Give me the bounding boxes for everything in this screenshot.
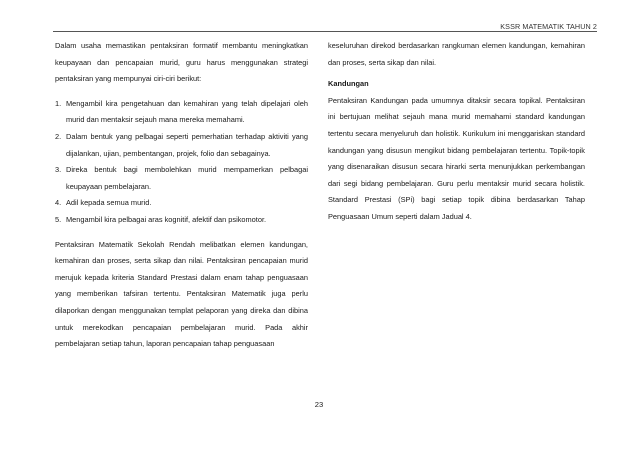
list-item-text: Adil kepada semua murid. [66,198,152,208]
criteria-list [55,96,308,229]
right-column [328,38,585,226]
list-item-number: 5. [55,214,62,224]
list-item [55,96,308,129]
left-column [55,38,308,353]
closing-paragraph: Pentaksiran Matematik Sekolah Rendah melibatkan elemen kandungan, kemahiran dan proses, serta sikap dan nilai. Pentaksiran pencapaian murid merujuk kepada kriteria Standard Prestasi dalam enam tahap penguasaan yang memberikan tafsiran tertentu. Pentaksiran Matematik juga perlu dilaporkan dengan menggunakan templat pelaporan yang direka dan dibina untuk merekodkan pencapaian pembelajaran murid. Pada akhir pembelajaran setiap tahun, laporan pencapaian tahap penguasaan [55,239,308,349]
list-item-text: Mengambil kira pelbagai aras kognitif, afektif dan psikomotor. [66,214,267,224]
list-item-number: 1. [55,98,62,108]
list-item [55,212,308,229]
page-number: 23 [314,400,324,409]
list-item-text: Dalam bentuk yang pelbagai seperti pemerhatian terhadap aktiviti yang dijalankan, ujian, pembentangan, projek, folio dan sebagainya. [66,131,308,158]
list-item [55,129,308,162]
list-item-text: Mengambil kira pengetahuan dan kemahiran yang telah dipelajari oleh murid dan mentaksir sejauh mana mereka memahami. [66,98,308,125]
list-item-number: 3. [55,165,62,175]
list-item [55,162,308,195]
header-divider [53,31,597,32]
list-item [55,195,308,212]
list-item-number: 2. [55,131,62,141]
section-body: Pentaksiran Kandungan pada umumnya ditaksir secara topikal. Pentaksiran ini bertujuan melihat sejauh mana murid memahami standard kandungan tertentu secara menyeluruh dan holistik. Kurikulum ini menggariskan standard kandungan yang disusun mengikut bidang pembelajaran tertentu. Topik-topik yang disenaraikan disusun secara hirarki serta menunjukkan perkembangan dari segi bidang pembelajaran. Guru perlu mentaksir murid secara holistik. Standard Prestasi (SPi) bagi setiap topik dibina berdasarkan Tahap Penguasaan Umum seperti dalam Jadual 4. [328,95,585,221]
intro-paragraph: Dalam usaha memastikan pentaksiran formatif membantu meningkatkan keupayaan dan pencapaian murid, guru harus menggunakan strategi pentaksiran yang mempunyai ciri-ciri berikut: [55,41,308,84]
continuation-paragraph: keseluruhan direkod berdasarkan rangkuman elemen kandungan, kemahiran dan proses, serta sikap dan nilai. [328,41,585,67]
list-item-number: 4. [55,198,62,208]
section-heading: Kandungan [328,79,369,89]
running-header: KSSR MATEMATIK TAHUN 2 [500,22,597,31]
list-item-text: Direka bentuk bagi membolehkan murid mempamerkan pelbagai keupayaan pembelajaran. [66,165,308,191]
